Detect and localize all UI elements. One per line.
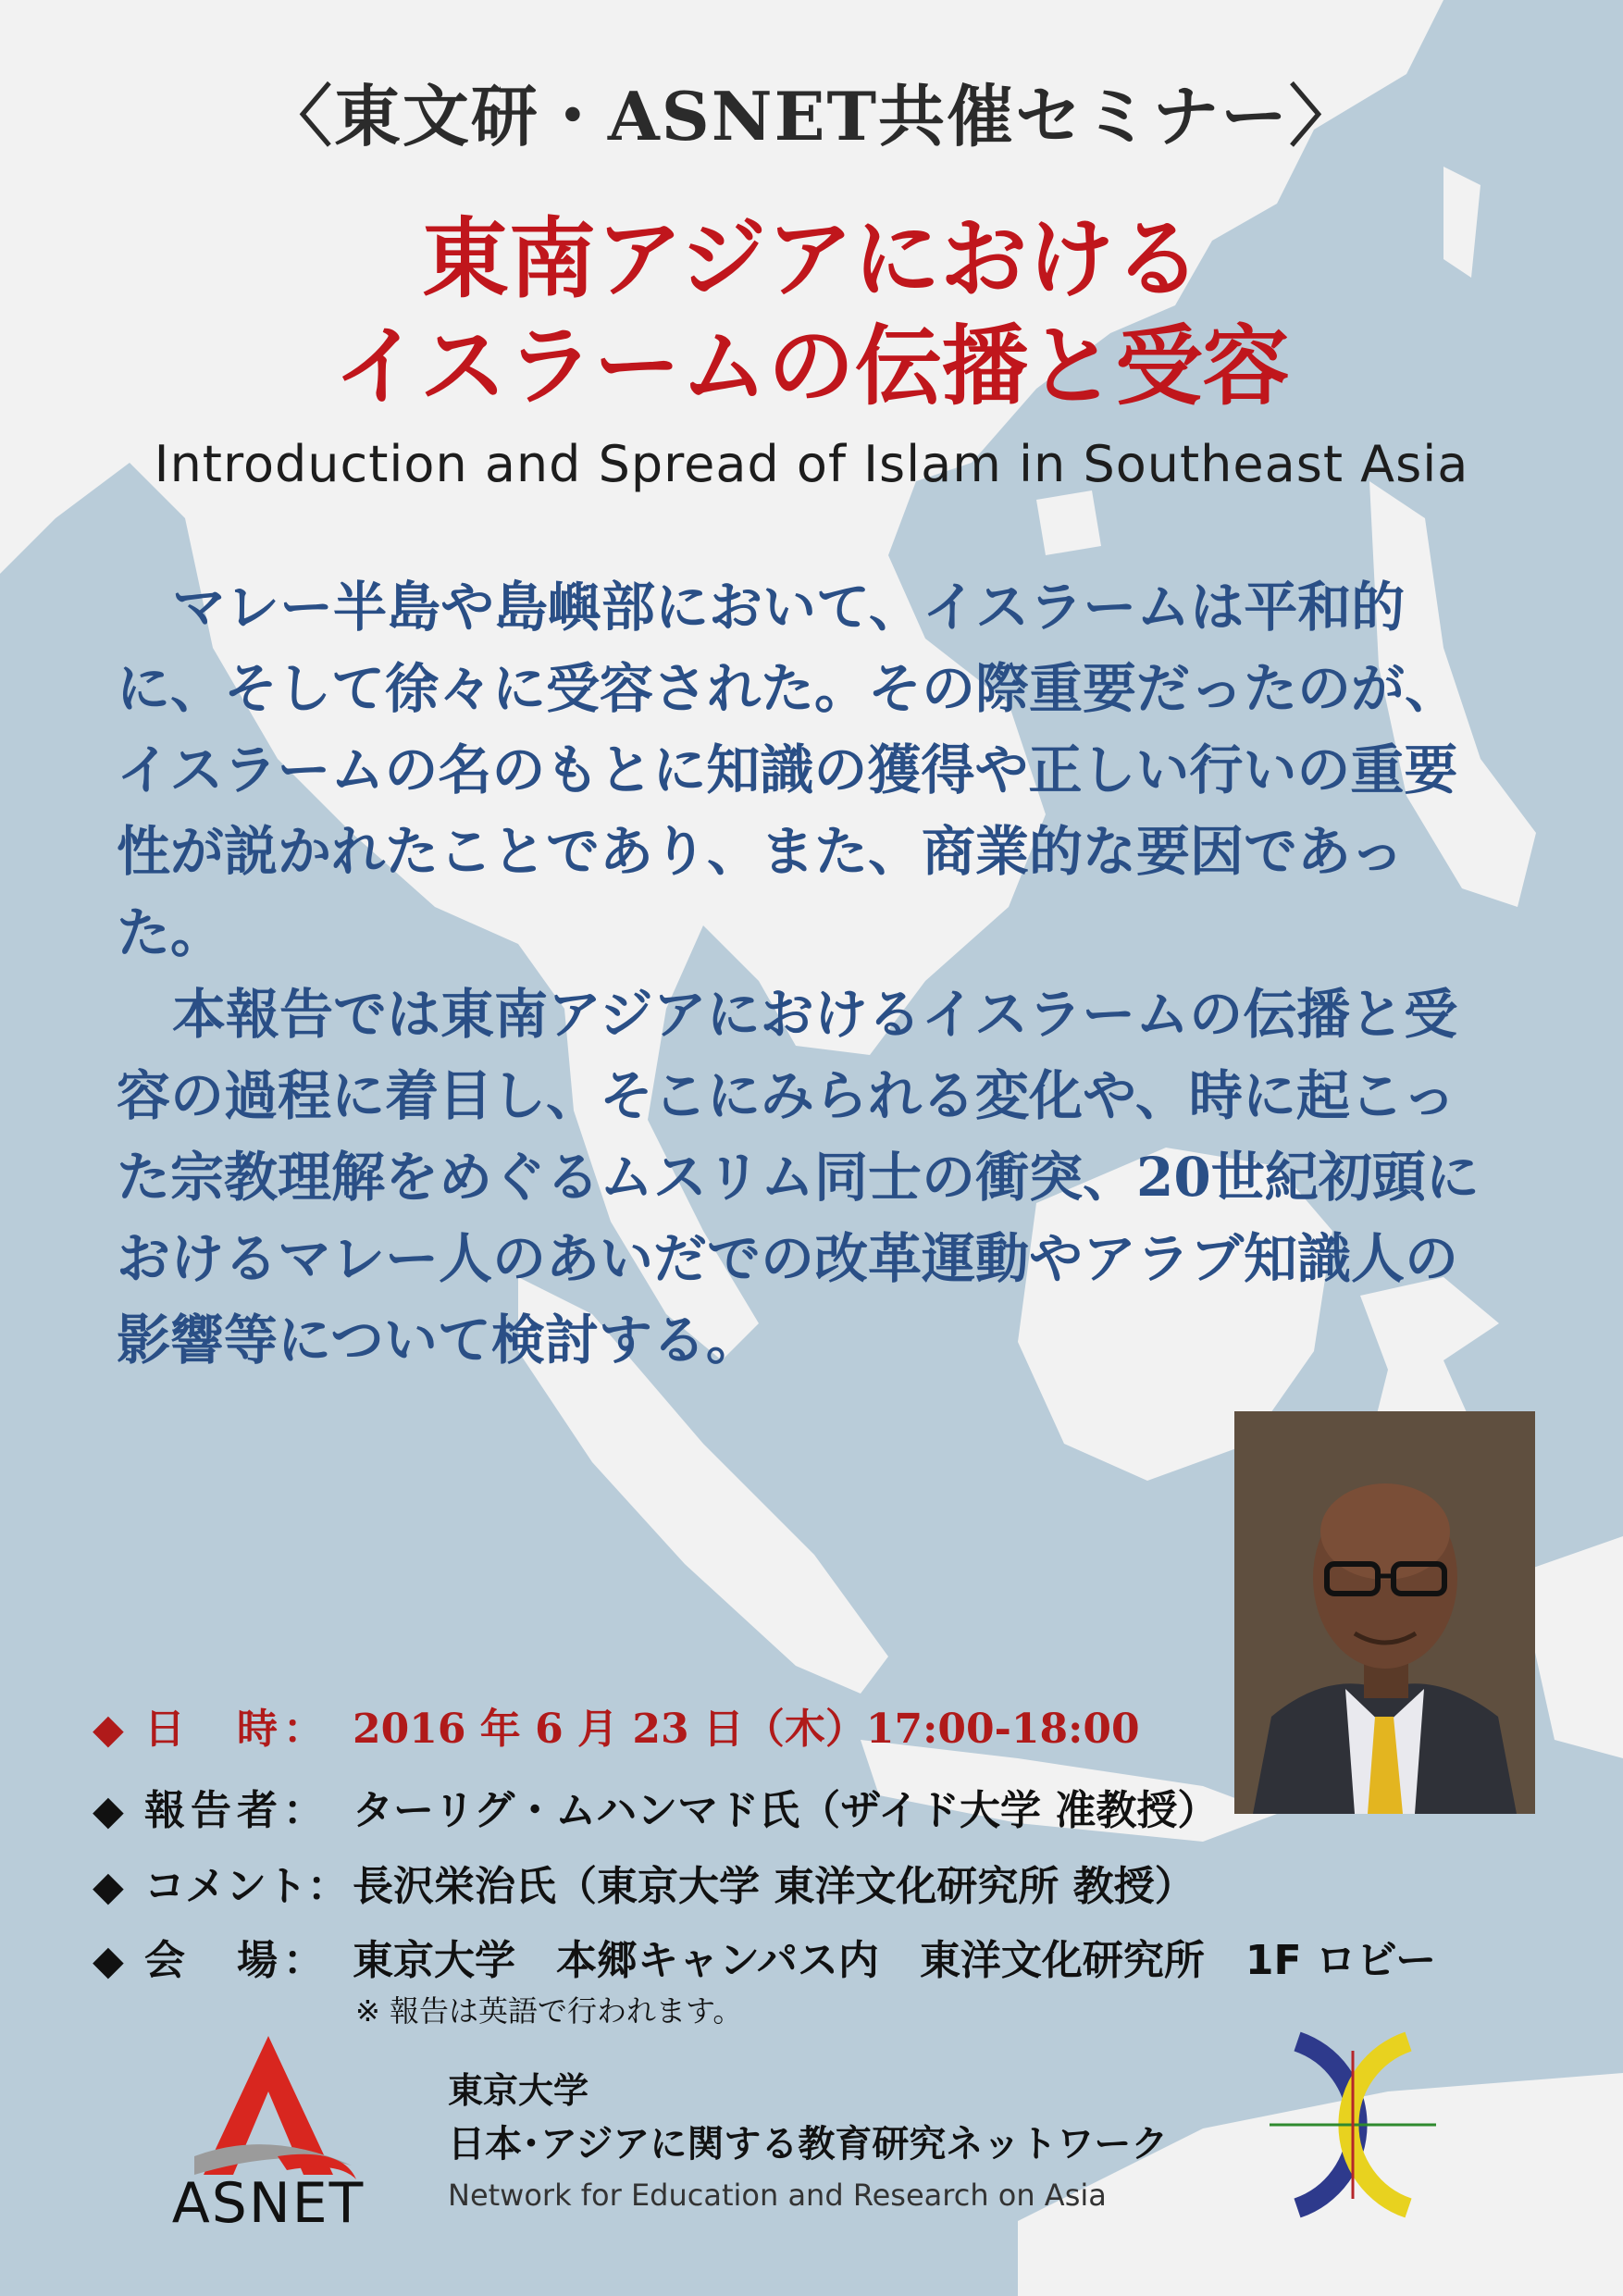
date-row <box>93 1695 1140 1751</box>
comment-label: コメント： <box>144 1863 348 1910</box>
abstract-text <box>117 566 1505 1381</box>
org-university: 東京大学 <box>448 2070 589 2111</box>
language-note: ※ 報告は英語で行われます。 <box>355 1993 743 2029</box>
title-line-1: 東南アジアにおける <box>421 208 1202 310</box>
venue-value: 東京大学 本郷キャンパス内 東洋文化研究所 1F ロビー <box>353 1937 1437 1984</box>
organization-block <box>448 2066 1168 2217</box>
bullet-icon: ◆ <box>93 1787 124 1834</box>
date-value: 2016 年 6 月 23 日（木）17:00-18:00 <box>353 1706 1140 1753</box>
comment-row <box>93 1853 1196 1908</box>
venue-row <box>93 1927 1436 1982</box>
comment-value: 長沢栄治氏（東京大学 東洋文化研究所 教授） <box>353 1863 1196 1910</box>
abstract-paragraph-2: 本報告では東南アジアにおけるイスラームの伝播と受容の過程に着目し、そこにみられる変化や、時に起こった宗教理解をめぐるムスリム同士の衝突、20世紀初頭におけるマレー人のあいだでの改革運動やアラブ知識人の影響等について検討する。 <box>117 983 1480 1371</box>
bullet-icon: ◆ <box>93 1706 124 1753</box>
abstract-paragraph-1: マレー半島や島嶼部において、イスラームは平和的に、そして徐々に受容された。その際重要だったのが、イスラームの名のもとに知識の獲得や正しい行いの重要性が説かれたことであり、また、商業的な要因であった。 <box>117 576 1459 964</box>
speaker-photo <box>1234 1411 1535 1814</box>
hainan-landmass <box>1036 490 1101 555</box>
bullet-icon: ◆ <box>93 1937 124 1984</box>
venue-label: 会 場： <box>144 1937 329 1984</box>
speaker-label: 報告者： <box>144 1787 329 1834</box>
seminar-series-heading: 〈東文研・ASNET共催セミナー〉 <box>265 77 1358 155</box>
org-network-japanese: 日本･アジアに関する教育研究ネットワーク <box>448 2123 1169 2166</box>
speaker-value: ターリグ・ムハンマド氏（ザイド大学 准教授） <box>353 1787 1219 1834</box>
ioc-logo-icon <box>1270 2023 1436 2227</box>
speaker-row <box>93 1777 1218 1832</box>
title-line-2: イスラームの伝播と受容 <box>333 316 1290 417</box>
org-network-english: Network for Education and Research on Asia <box>448 2178 1107 2213</box>
asnet-logo-text: ASNET <box>171 2171 365 2236</box>
english-subtitle: Introduction and Spread of Islam in Southeast Asia <box>154 435 1469 493</box>
bullet-icon: ◆ <box>93 1863 124 1910</box>
date-label: 日 時： <box>144 1706 329 1753</box>
